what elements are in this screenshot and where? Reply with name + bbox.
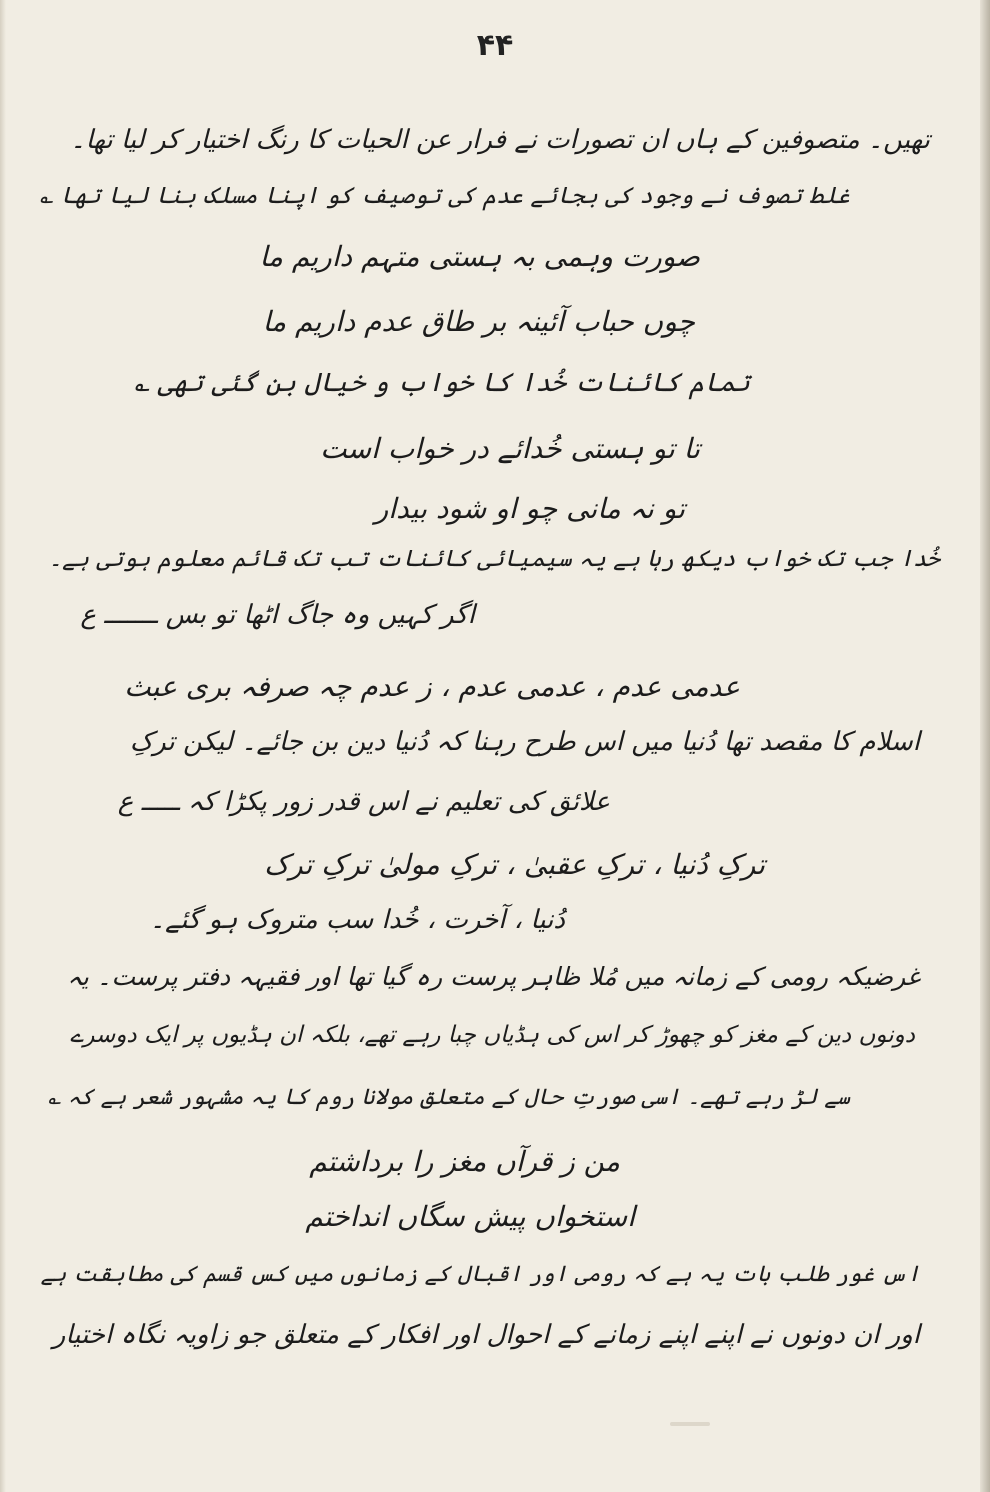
text-line: غرضیکہ رومی کے زمانہ میں مُلا ظاہر پرست رہ گیا تھا اور فقیہہ دفتر پرست۔ یہ — [67, 962, 920, 991]
text-line: علائق کی تعلیم نے اس قدر زور پکڑا کہ ـــــ ع — [117, 787, 610, 817]
page-right-edge — [980, 0, 990, 1492]
verse-line: چوں حباب آئینہ بر طاق عدم داریم ما — [262, 305, 695, 338]
text-line: غلط تصوف نے وجود کی بجائے عدم کی توصیف کو اپنا مسلک بنا لیا تھا ؎ — [39, 183, 850, 209]
text-line: اس غور طلب بات یہ ہے کہ رومی اور اقبال کے زمانوں میں کس قسم کی مطابقت ہے — [40, 1262, 920, 1287]
text-line: تھیں۔ متصوفین کے ہاں ان تصورات نے فرار عن الحیات کا رنگ اختیار کر لیا تھا۔ — [70, 125, 930, 155]
verse-line: تو نہ مانی چو او شود بیدار — [374, 492, 685, 525]
scan-smudge — [670, 1422, 710, 1426]
verse-line: صورت وہمی بہ ہستی متہم داریم ما — [259, 240, 700, 273]
verse-line: ترکِ دُنیا ، ترکِ عقبیٰ ، ترکِ مولیٰ ترکِ ترک — [264, 848, 765, 881]
text-line: اور ان دونوں نے اپنے اپنے زمانے کے احوال اور افکار کے متعلق جو زاویہ نگاہ اختیار — [52, 1320, 920, 1350]
text-line: دونوں دین کے مغز کو چھوڑ کر اس کی ہڈیاں چبا رہے تھے، بلکہ ان ہڈیوں پر ایک دوسرے — [69, 1022, 915, 1048]
text-line: سے لڑ رہے تھے۔ اسی صورتِ حال کے متعلق مولانا روم کا یہ مشہور شعر ہے کہ ؎ — [47, 1085, 850, 1110]
page-left-edge — [0, 0, 6, 1492]
text-line: دُنیا ، آخرت ، خُدا سب متروک ہو گئے۔ — [149, 905, 565, 935]
verse-line: تا تو ہستی خُدائے در خواب است — [320, 432, 700, 465]
verse-line: من ز قرآں مغز را برداشتم — [309, 1145, 620, 1178]
text-line: اگر کہیں وہ جاگ اٹھا تو بس ـــــــ ع — [80, 600, 475, 630]
verse-line: استخواں پیش سگاں انداختم — [305, 1200, 635, 1233]
page-number: ۴۴ — [476, 28, 514, 63]
verse-line: عدمی عدم ، عدمی عدم ، ز عدم چہ صرفہ بری عبث — [124, 670, 740, 703]
text-line: خُدا جب تک خواب دیکھ رہا ہے یہ سیمیائی کائنات تب تک قائم معلوم ہوتی ہے۔ — [48, 546, 940, 572]
text-line: اسلام کا مقصد تھا دُنیا میں اس طرح رہنا کہ دُنیا دین بن جائے۔ لیکن ترکِ — [129, 727, 920, 757]
text-line: تمام کائنات خُدا کا خواب و خیال بن گئی تھی ؎ — [134, 368, 750, 398]
